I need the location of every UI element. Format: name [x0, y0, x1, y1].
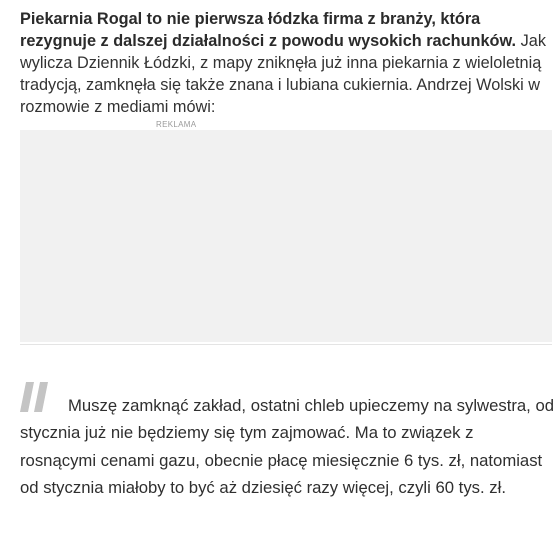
quote-text: Muszę zamknąć zakład, ostatni chleb upieczemy na sylwestra, od stycznia już nie będziemy się tym zajmować. Ma to związek z rosnącymi cenami gazu, obecnie płacę miesięcznie 6 tys. zł, natomiast od stycznia miałoby to być aż dziesięć razy więcej, czyli 60 tys. zł.	[20, 396, 555, 497]
ad-label: REKLAMA	[156, 120, 197, 129]
lead-paragraph	[20, 8, 554, 118]
blockquote	[20, 382, 554, 501]
lead-bold-text: Piekarnia Rogal to nie pierwsza łódzka firma z branży, która rezygnuje z dalszej działalności z powodu wysokich rachunków.	[20, 10, 517, 50]
article-lead	[20, 8, 554, 118]
quote-mark-icon	[20, 382, 50, 416]
divider	[20, 344, 552, 345]
ad-placeholder[interactable]	[20, 130, 552, 342]
lead-regular-text: Jak wylicza Dziennik Łódzki, z mapy zniknęła już inna piekarnia z wieloletnią tradycją, zamknęła się także znana i lubiana cukiernia. Andrzej Wolski w rozmowie z mediami mówi:	[20, 32, 546, 116]
